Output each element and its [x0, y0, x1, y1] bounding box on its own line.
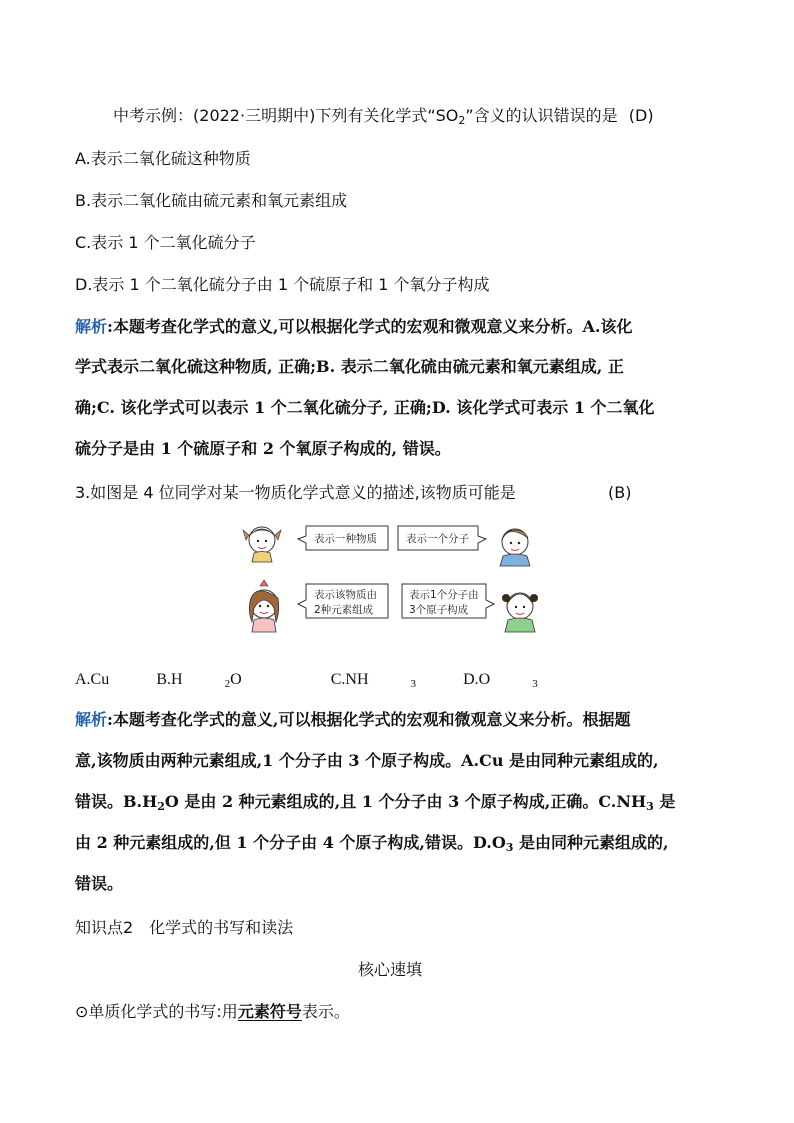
q3-answer: (B): [608, 483, 632, 502]
analysis-3-line-3-sub-1: 2: [157, 800, 165, 813]
example-answer: (D): [628, 106, 654, 125]
student-1-figure: [243, 527, 281, 562]
fill-item-suffix: 表示。: [301, 1002, 350, 1021]
q3-stem: [75, 481, 516, 505]
speech-bubble-1: [298, 526, 388, 550]
analysis-3-line-4-b: 是由同种元素组成的,: [513, 833, 669, 852]
analysis-3-line-4-a: 由 2 种元素组成的,但 1 个分子由 4 个原子构成,错误。D.O: [75, 833, 506, 852]
q3-option-d-subscript: 3: [532, 678, 538, 690]
analysis-3-line-5: 错误。: [75, 874, 124, 893]
bubble-4-text-line-1: 表示1个分子由: [409, 589, 479, 601]
q3-option-d-text: D.O: [463, 671, 491, 688]
q3-options: [75, 667, 580, 692]
q3-option-c-text: C.NH: [330, 671, 369, 688]
analysis-1-text-1: :本题考查化学式的意义,可以根据化学式的宏观和微观意义来分析。A.该化: [107, 317, 633, 336]
q3-option-a: A.Cu: [75, 671, 110, 688]
analysis-3-line-3: [75, 790, 675, 814]
option-b: B.表示二氧化硫由硫元素和氧元素组成: [75, 191, 348, 210]
example-question-stem: [113, 104, 654, 128]
analysis-3-line-1: [75, 708, 631, 732]
analysis-3-line-2: 意,该物质由两种元素组成,1 个分子由 3 个原子构成。A.Cu 是由同种元素组成的,: [75, 751, 659, 770]
example-stem-part-b: ”含义的认识错误的是: [465, 106, 618, 125]
section-subtitle: 核心速填: [358, 960, 423, 979]
students-illustration: [240, 518, 540, 646]
analysis-3-line-4: [75, 831, 669, 855]
speech-bubble-4: [402, 584, 494, 618]
section-title: 知识点2 化学式的书写和读法: [75, 918, 294, 937]
q3-option-b-text: B.H: [156, 671, 183, 688]
q3-option-b-text-end: O: [230, 671, 242, 688]
speech-bubble-3: [298, 584, 388, 618]
example-stem-part-a: 下列有关化学式“SO: [315, 106, 459, 125]
bubble-4-text-line-2: 3个原子构成: [409, 604, 469, 616]
bubble-1-text: 表示一种物质: [314, 533, 377, 545]
student-4-figure: [502, 593, 538, 632]
analysis-3-line-3-b: O 是由 2 种元素组成的,且 1 个分子由 3 个原子构成,正确。C.NH: [164, 792, 647, 811]
analysis-1-line-4: 硫分子是由 1 个硫原子和 2 个氧原子构成的, 错误。: [75, 439, 451, 458]
bubble-2-text: 表示一个分子: [406, 533, 469, 545]
analysis-3-line-3-a: 错误。B.H: [75, 792, 158, 811]
bubble-3-text-line-1: 表示该物质由: [314, 589, 377, 601]
q3-option-c-subscript: 3: [410, 678, 416, 690]
student-3-figure: [249, 580, 278, 632]
q3-option-b: [156, 668, 283, 692]
student-2-figure: [500, 529, 530, 566]
analysis-3-label: 解析: [75, 710, 108, 729]
fill-item-prefix: ⊙单质化学式的书写:用: [75, 1002, 238, 1021]
q3-option-b-subscript: 2: [224, 678, 231, 690]
option-c: C.表示 1 个二氧化硫分子: [75, 233, 256, 252]
example-prefix: 中考示例：: [113, 106, 194, 125]
option-d: D.表示 1 个二氧化硫分子由 1 个硫原子和 1 个氧分子构成: [75, 275, 490, 294]
option-a: A.表示二氧化硫这种物质: [75, 149, 251, 168]
q3-stem-text: 3.如图是 4 位同学对某一物质化学式意义的描述,该物质可能是: [75, 483, 516, 502]
speech-bubble-2: [398, 526, 486, 550]
analysis-1-line-3: 确;C. 该化学式可以表示 1 个二氧化硫分子, 正确;D. 该化学式可表示 1 个二氧化: [75, 398, 655, 417]
fill-item: [75, 1000, 350, 1024]
q3-option-c: [331, 668, 416, 692]
analysis-1-line-2: 学式表示二氧化硫这种物质, 正确;B. 表示二氧化硫由硫元素和氧元素组成, 正: [75, 357, 624, 376]
example-source: (2022·三明期中): [193, 106, 316, 125]
analysis-3-text-1: :本题考查化学式的意义,可以根据化学式的宏观和微观意义来分析。根据题: [107, 710, 631, 729]
analysis-3-line-3-c: 是: [653, 792, 676, 811]
analysis-label: 解析: [75, 317, 108, 336]
analysis-3-line-3-sub-2: 3: [646, 800, 654, 813]
fill-item-answer: 元素符号: [237, 1002, 302, 1021]
analysis-3-line-4-sub: 3: [505, 841, 514, 854]
q3-option-d: [463, 668, 538, 692]
example-stem-subscript: 2: [458, 114, 466, 127]
bubble-3-text-line-2: 2种元素组成: [314, 604, 374, 616]
analysis-1-line-1: [75, 315, 632, 339]
